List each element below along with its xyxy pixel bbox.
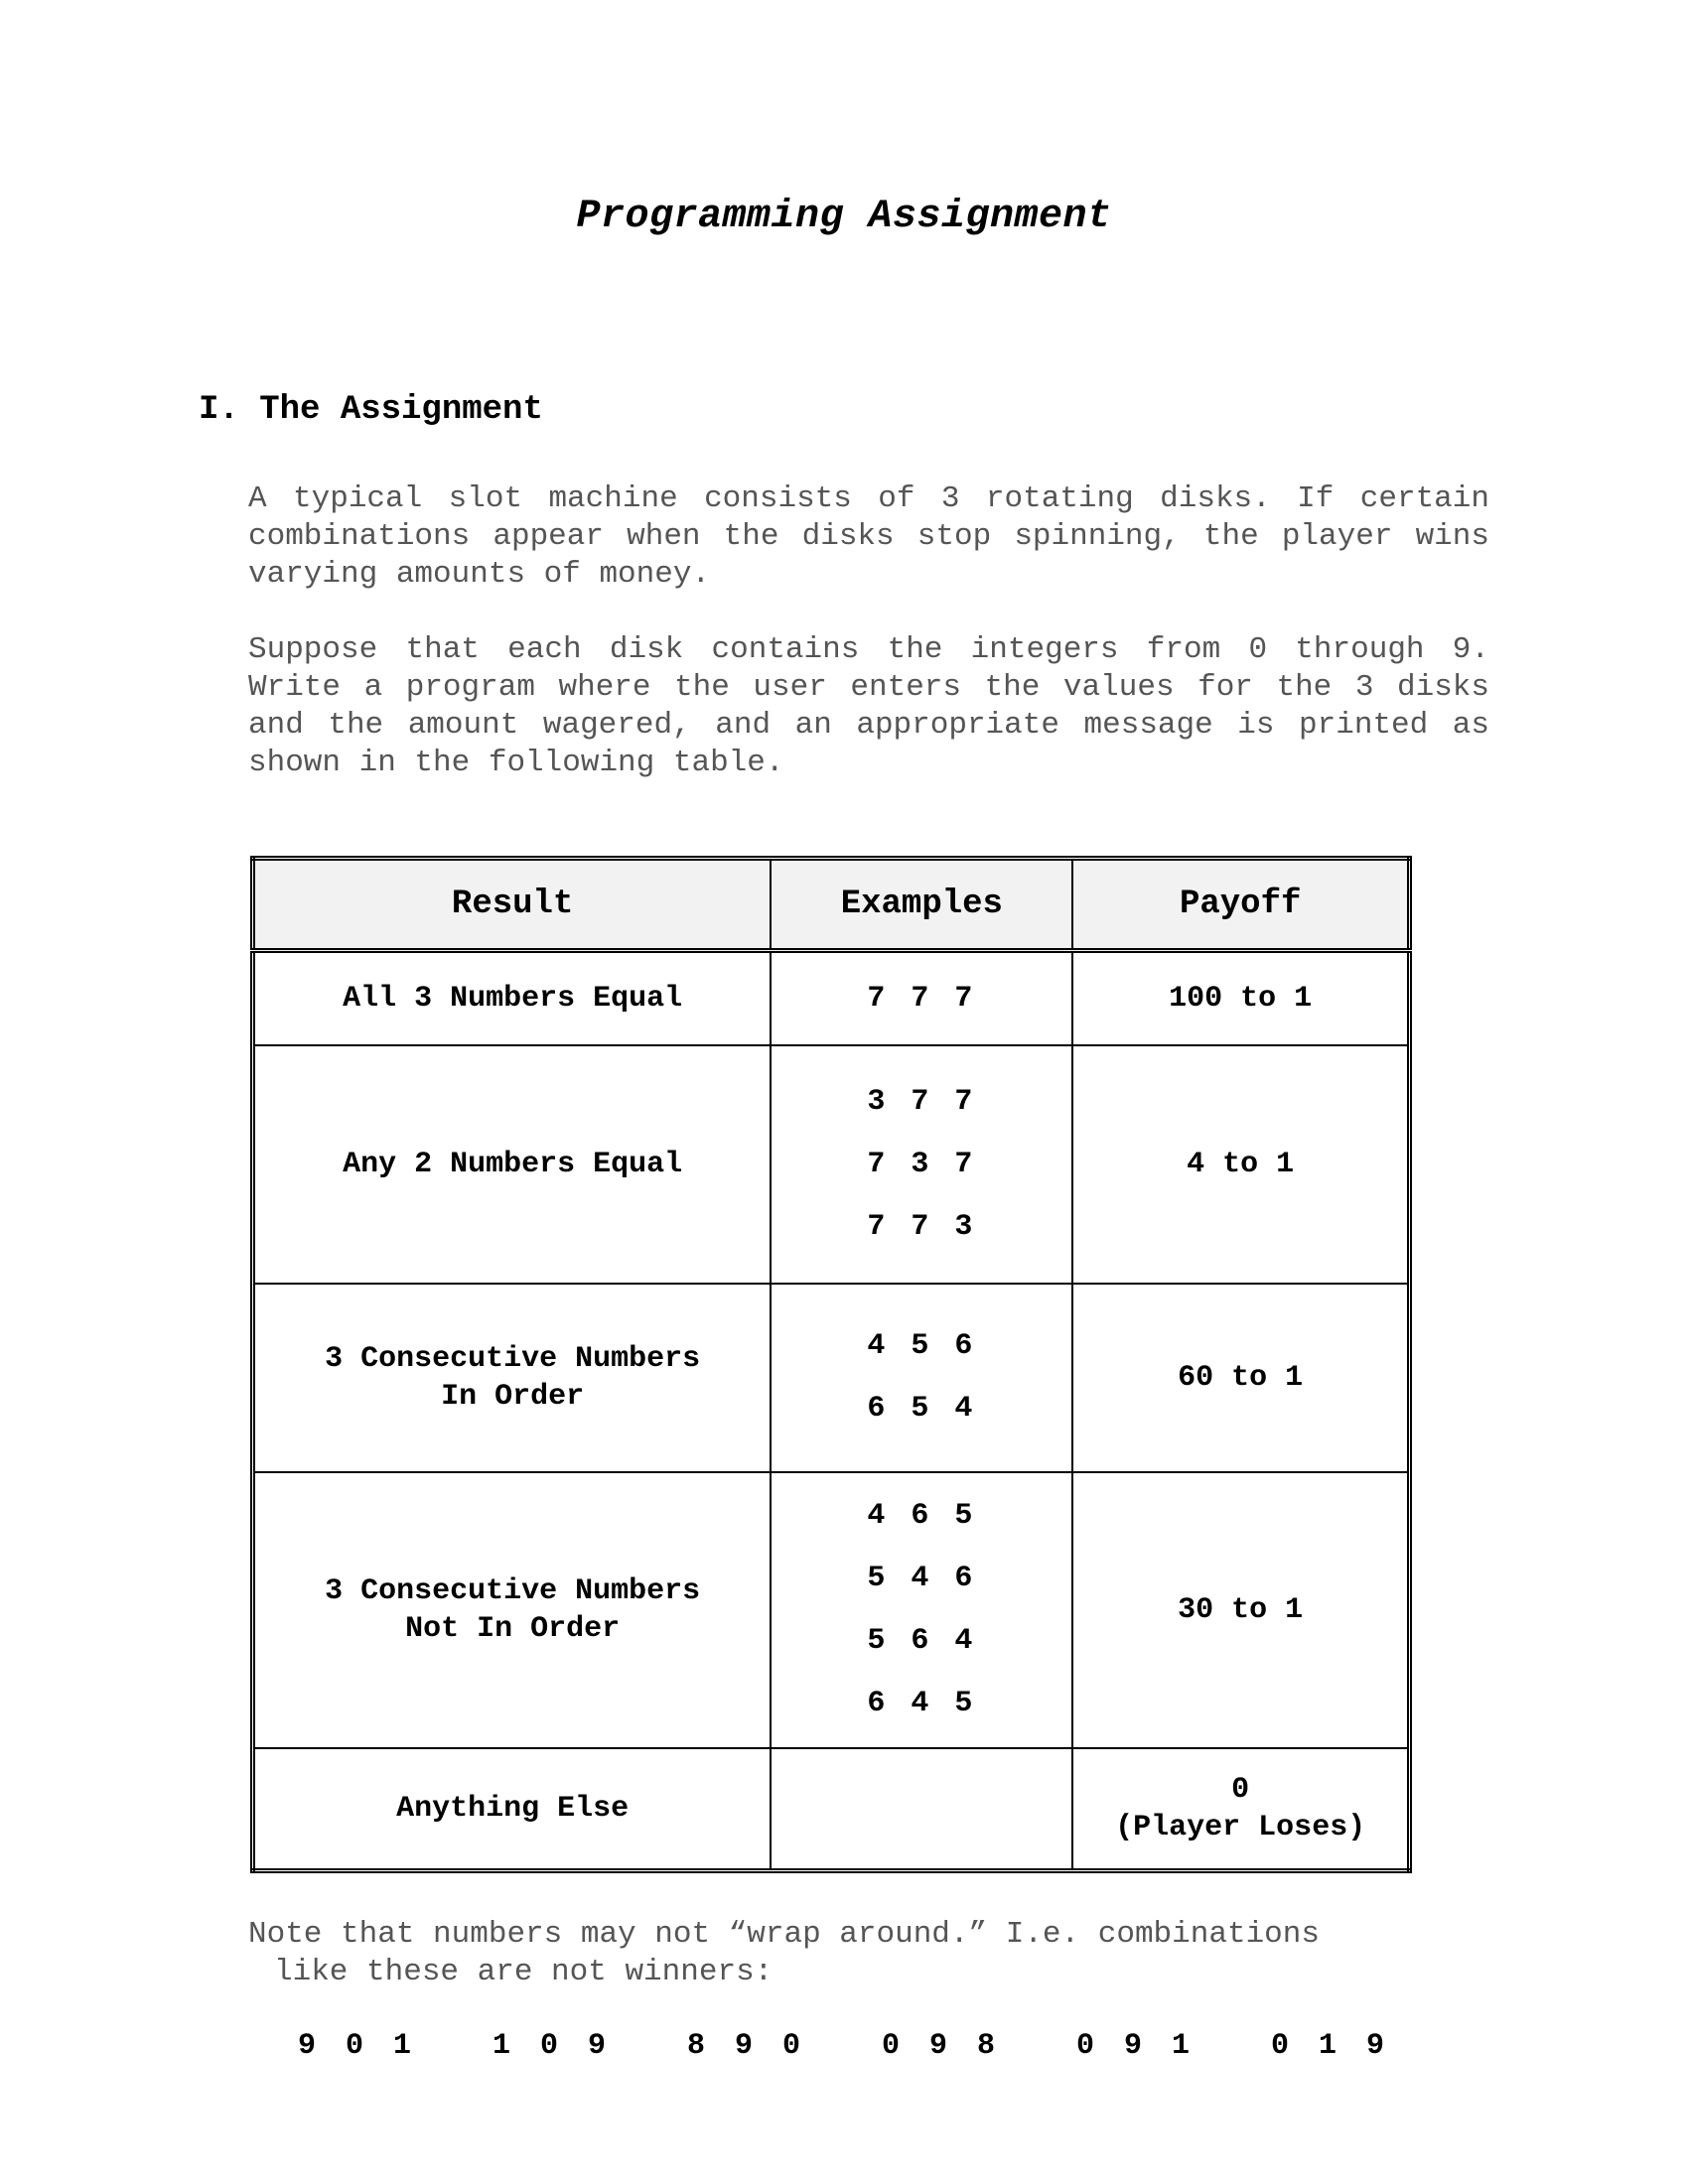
example-text: 6 5 4 (867, 1392, 977, 1426)
payoff-cell (1072, 1045, 1409, 1284)
result-cell (253, 1472, 772, 1748)
table-header-row (253, 859, 1410, 951)
example-text: 4 6 5 (867, 1499, 977, 1533)
non-winner-item: 0 9 1 (1076, 2029, 1196, 2063)
table-row (253, 1045, 1410, 1284)
header-result: Result (253, 859, 772, 951)
note-line: like these are not winners: (274, 1955, 774, 1989)
example-text: 6 4 5 (867, 1687, 977, 1720)
header-examples: Examples (771, 859, 1072, 951)
result-cell (253, 1045, 772, 1284)
table-row (253, 951, 1410, 1046)
payoff-text: 60 to 1 (1178, 1361, 1304, 1395)
table-row (253, 1472, 1410, 1748)
result-text: Not In Order (405, 1612, 621, 1646)
intro-paragraph: A typical slot machine consists of 3 rotating disks. If certain combinations appear when the disks stop spinning, the player wins varying amounts of money. (248, 481, 1489, 592)
result-text: Anything Else (396, 1792, 630, 1826)
payoff-cell (1072, 1472, 1409, 1748)
payoff-text: (Player Loses) (1115, 1811, 1366, 1844)
result-text: Any 2 Numbers Equal (343, 1148, 683, 1181)
result-cell (253, 1284, 772, 1472)
example-text: 5 4 6 (867, 1562, 977, 1595)
result-text: 3 Consecutive Numbers (325, 1342, 701, 1376)
non-winner-item: 0 9 8 (882, 2029, 1002, 2063)
example-text: 4 5 6 (867, 1329, 977, 1363)
payoff-cell (1072, 951, 1409, 1046)
non-winner-item: 0 1 9 (1271, 2029, 1391, 2063)
result-text: 3 Consecutive Numbers (325, 1574, 701, 1608)
table-row (253, 1748, 1410, 1871)
examples-cell (771, 1045, 1072, 1284)
document-title: Programming Assignment (576, 195, 1112, 239)
payoff-text: 4 to 1 (1187, 1148, 1295, 1181)
payoff-cell (1072, 1284, 1409, 1472)
payoff-cell (1072, 1748, 1409, 1871)
non-winner-item: 9 0 1 (298, 2029, 418, 2063)
examples-cell (771, 951, 1072, 1046)
header-payoff: Payoff (1072, 859, 1409, 951)
payoff-text: 100 to 1 (1169, 982, 1313, 1016)
result-text: In Order (441, 1380, 585, 1414)
table-row (253, 1284, 1410, 1472)
example-text: 5 6 4 (867, 1624, 977, 1658)
example-text: 3 7 7 (867, 1084, 977, 1119)
requirements-paragraph: Suppose that each disk contains the integers from 0 through 9. Write a program where the user enters the values for the 3 disks and the amount wagered, and an appropriate message is printed as shown in the following table. (248, 632, 1489, 780)
note-line: Note that numbers may not “wrap around.” I.e. combinations (248, 1917, 1320, 1952)
payoff-text: 30 to 1 (1178, 1593, 1304, 1627)
example-text: 7 7 3 (867, 1209, 977, 1244)
result-cell (253, 1748, 772, 1871)
examples-cell (771, 1284, 1072, 1472)
examples-cell (771, 1748, 1072, 1871)
example-text: 7 3 7 (867, 1147, 977, 1181)
payoff-text: 0 (1231, 1773, 1250, 1807)
section-heading: I. The Assignment (199, 391, 543, 429)
non-winner-combinations (298, 2029, 1466, 2063)
wrap-around-note (248, 1916, 1320, 1991)
non-winner-item: 8 9 0 (687, 2029, 807, 2063)
payoff-table (250, 856, 1412, 1873)
examples-cell (771, 1472, 1072, 1748)
example-text: 7 7 7 (867, 981, 977, 1016)
non-winner-item: 1 0 9 (492, 2029, 613, 2063)
result-cell (253, 951, 772, 1046)
result-text: All 3 Numbers Equal (343, 982, 683, 1016)
